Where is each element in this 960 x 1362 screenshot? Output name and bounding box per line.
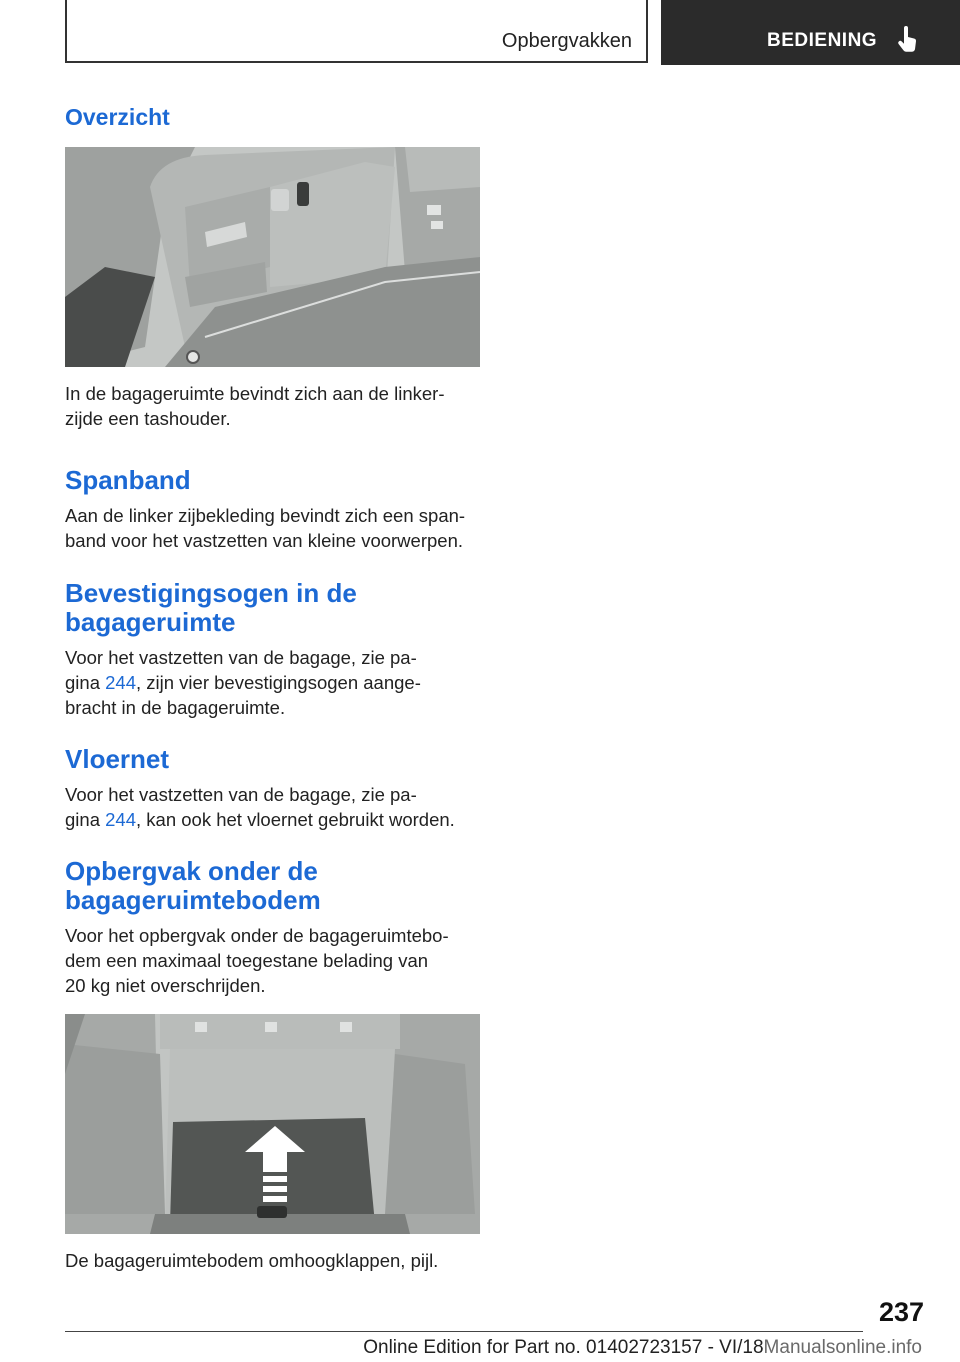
overview-heading: Overzicht — [65, 104, 170, 130]
strap-heading: Spanband — [65, 465, 191, 495]
section-title: Opbergvakken — [501, 30, 632, 52]
storage-compartment-text: Voor het opbergvak onder de bagageruimtebo- dem een maximaal toegestane belading van 20 kg niet overschrijden. — [65, 925, 449, 996]
pointing-hand-icon — [895, 26, 919, 54]
chapter-tab — [661, 0, 960, 65]
tie-down-eyes-heading: Bevestigingsogen in de bagageruimte — [65, 578, 357, 637]
tie-down-eyes-text: Voor het vastzetten van de bagage, zie pa- gina 244, zijn vier bevestigingsogen aange- bracht in de bagageruimte. — [65, 647, 421, 718]
page-link-244[interactable]: 244 — [105, 672, 136, 693]
page-link-244[interactable]: 244 — [105, 809, 136, 830]
trunk-side-illustration — [65, 147, 480, 367]
watermark: Manualsonline.info — [763, 1337, 922, 1358]
chapter-label: BEDIENING — [767, 30, 878, 51]
page-number: 237 — [878, 1297, 924, 1327]
footer-edition: Online Edition for Part no. 01402723157 - VI/18Manualsonline.info — [363, 1337, 922, 1358]
overview-caption: In de bagageruimte bevindt zich aan de linker- zijde een tashouder. — [65, 383, 445, 429]
floor-net-text: Voor het vastzetten van de bagage, zie pa- gina 244, kan ook het vloernet gebruikt worden. — [65, 784, 455, 830]
floor-net-heading: Vloernet — [65, 744, 170, 774]
floor-caption: De bagageruimtebodem omhoogklappen, pijl. — [65, 1250, 439, 1271]
trunk-floor-illustration — [65, 1014, 480, 1234]
running-header — [65, 0, 648, 63]
strap-text: Aan de linker zijbekleding bevindt zich een span- band voor het vastzetten van kleine voorwerpen. — [65, 505, 466, 551]
footer-rule — [65, 1331, 863, 1332]
storage-compartment-heading: Opbergvak onder de bagageruimtebodem — [65, 856, 321, 915]
